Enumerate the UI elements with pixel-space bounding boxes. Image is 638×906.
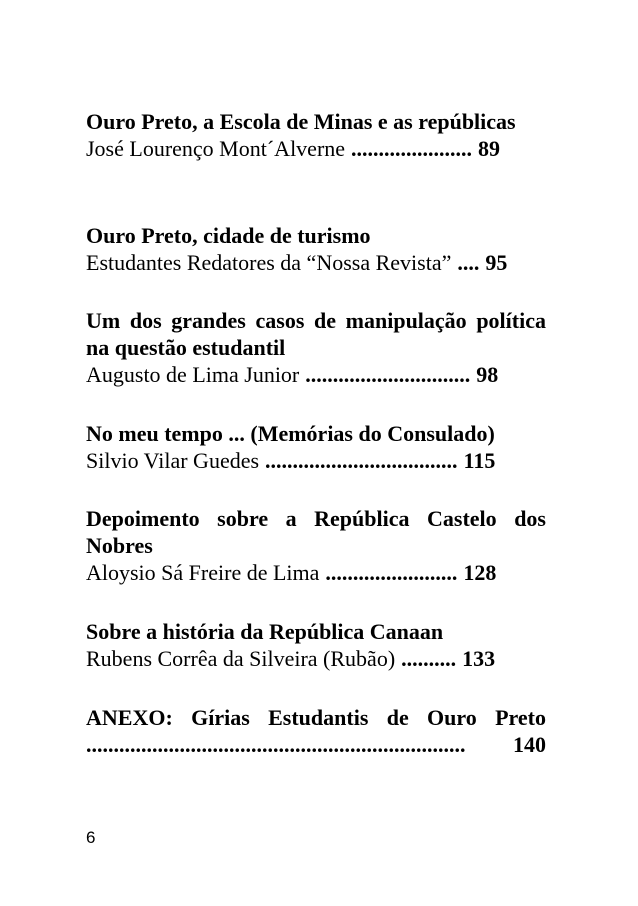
leader-dots: ...................... <box>351 136 473 161</box>
entry-line <box>86 135 546 162</box>
toc-entry <box>86 505 546 586</box>
entry-author: José Lourenço Mont´Alverne <box>86 136 346 161</box>
leader-dots: .............................. <box>305 362 471 387</box>
toc-entry <box>86 420 546 474</box>
leader-dots: ........................ <box>325 560 458 585</box>
entry-author: Augusto de Lima Junior <box>86 362 300 387</box>
toc-entry <box>86 222 546 276</box>
entry-page-number: 89 <box>478 136 501 161</box>
entry-author: Silvio Vilar Guedes <box>86 448 260 473</box>
entry-page-number: 98 <box>476 362 499 387</box>
entry-page-number: 128 <box>463 560 497 585</box>
entry-title: Um dos grandes casos de manipulação política na questão estudantil <box>86 308 546 360</box>
annex-page-number: 140 <box>513 732 546 757</box>
entry-page-number: 95 <box>485 250 508 275</box>
entry-title: Ouro Preto, cidade de turismo <box>86 223 371 248</box>
entry-author: Rubens Corrêa da Silveira (Rubão) <box>86 646 396 671</box>
entry-line <box>86 249 546 276</box>
page-number: 6 <box>86 828 96 847</box>
leader-dots: .... <box>457 250 480 275</box>
entry-page-number: 115 <box>463 448 496 473</box>
entry-line <box>86 447 546 474</box>
entry-author: Estudantes Redatores da “Nossa Revista” <box>86 250 452 275</box>
entry-title: Depoimento sobre a República Castelo dos Nobres <box>86 506 546 558</box>
leader-dots: ..................................................................... <box>86 732 466 757</box>
entry-line <box>86 361 546 388</box>
entry-title: Ouro Preto, a Escola de Minas e as repúblicas <box>86 109 516 134</box>
entry-title: No meu tempo ... (Memórias do Consulado) <box>86 421 495 446</box>
toc-entry <box>86 618 546 672</box>
annex-title: ANEXO: Gírias Estudantis de Ouro Preto <box>86 705 546 730</box>
toc-entry-annex <box>86 704 546 758</box>
entry-page-number: 133 <box>462 646 496 671</box>
toc-entry <box>86 307 546 388</box>
entry-title: Sobre a história da República Canaan <box>86 619 444 644</box>
entry-line <box>86 559 546 586</box>
leader-dots: ................................... <box>265 448 458 473</box>
annex-line <box>86 731 546 758</box>
leader-dots: .......... <box>401 646 457 671</box>
toc-entry <box>86 108 546 162</box>
entry-line <box>86 645 546 672</box>
entry-author: Aloysio Sá Freire de Lima <box>86 560 320 585</box>
